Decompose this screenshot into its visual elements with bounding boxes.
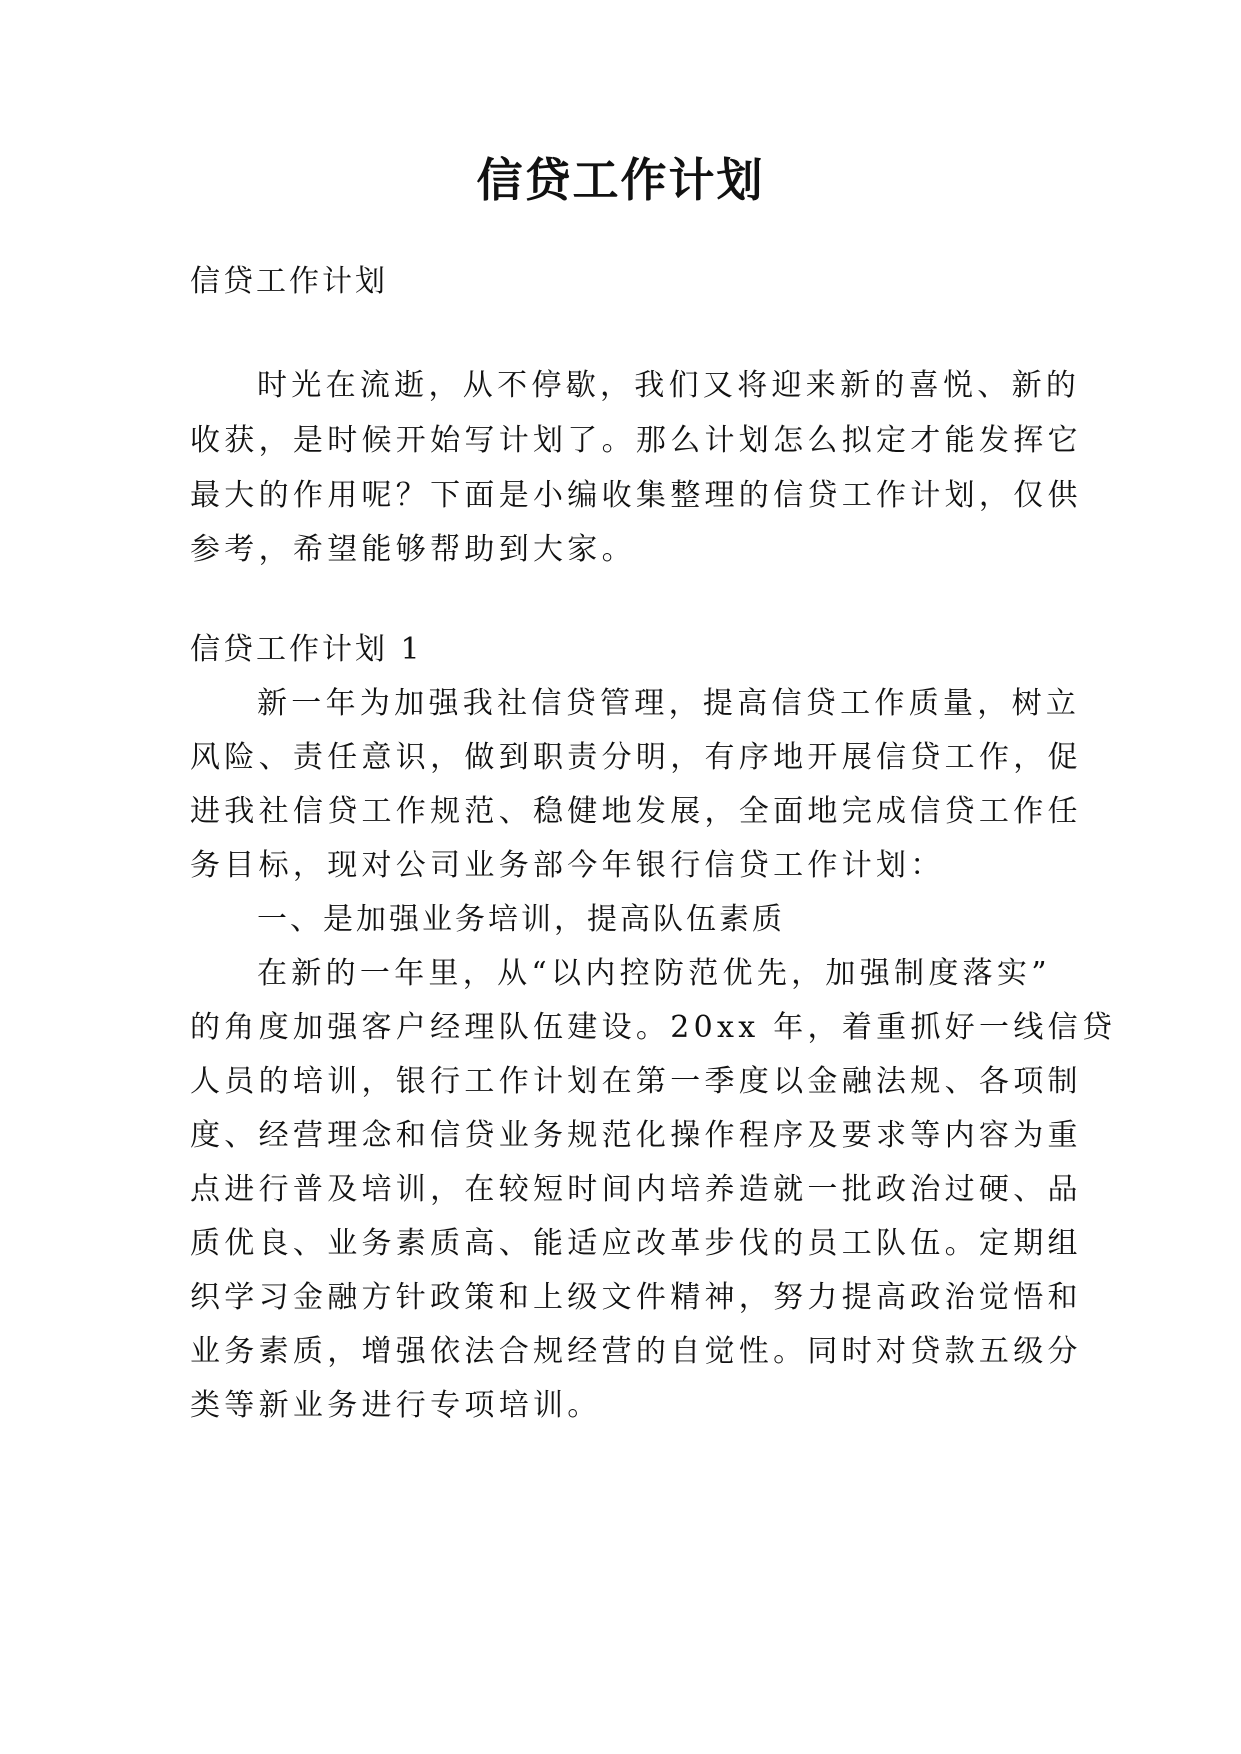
point1-line-4: 度、经营理念和信贷业务规范化操作程序及要求等内容为重: [190, 1118, 1082, 1153]
point1-line-8: 业务素质，增强依法合规经营的自觉性。同时对贷款五级分: [190, 1334, 1082, 1369]
document-title: 信贷工作计划: [476, 153, 765, 207]
document-subtitle: 信贷工作计划: [190, 264, 388, 299]
section1-line-4: 务目标，现对公司业务部今年银行信贷工作计划：: [190, 848, 945, 883]
section1-line-1: 新一年为加强我社信贷管理，提高信贷工作质量，树立: [257, 686, 1081, 721]
point1-heading: 一、是加强业务培训，提高队伍素质: [257, 902, 785, 937]
intro-line-1: 时光在流逝，从不停歇，我们又将迎来新的喜悦、新的: [257, 368, 1081, 403]
section1-line-3: 进我社信贷工作规范、稳健地发展，全面地完成信贷工作任: [190, 794, 1082, 829]
section1-line-2: 风险、责任意识，做到职责分明，有序地开展信贷工作，促: [190, 740, 1082, 775]
intro-line-4: 参考，希望能够帮助到大家。: [190, 532, 636, 567]
point1-line-7: 织学习金融方针政策和上级文件精神，努力提高政治觉悟和: [190, 1280, 1082, 1315]
point1-line-3: 人员的培训，银行工作计划在第一季度以金融法规、各项制: [190, 1064, 1082, 1099]
intro-line-3: 最大的作用呢？下面是小编收集整理的信贷工作计划，仅供: [190, 478, 1082, 513]
point1-line-5: 点进行普及培训，在较短时间内培养造就一批政治过硬、品: [190, 1172, 1082, 1207]
point1-line-6: 质优良、业务素质高、能适应改革步伐的员工队伍。定期组: [190, 1226, 1082, 1261]
point1-line-2: 的角度加强客户经理队伍建设。20xx 年，着重抓好一线信贷: [190, 1010, 1117, 1045]
point1-line-1: 在新的一年里，从“以内控防范优先，加强制度落实”: [257, 956, 1051, 991]
point1-line-9: 类等新业务进行专项培训。: [190, 1388, 602, 1423]
section1-heading: 信贷工作计划 1: [190, 632, 423, 667]
intro-line-2: 收获，是时候开始写计划了。那么计划怎么拟定才能发挥它: [190, 423, 1082, 458]
